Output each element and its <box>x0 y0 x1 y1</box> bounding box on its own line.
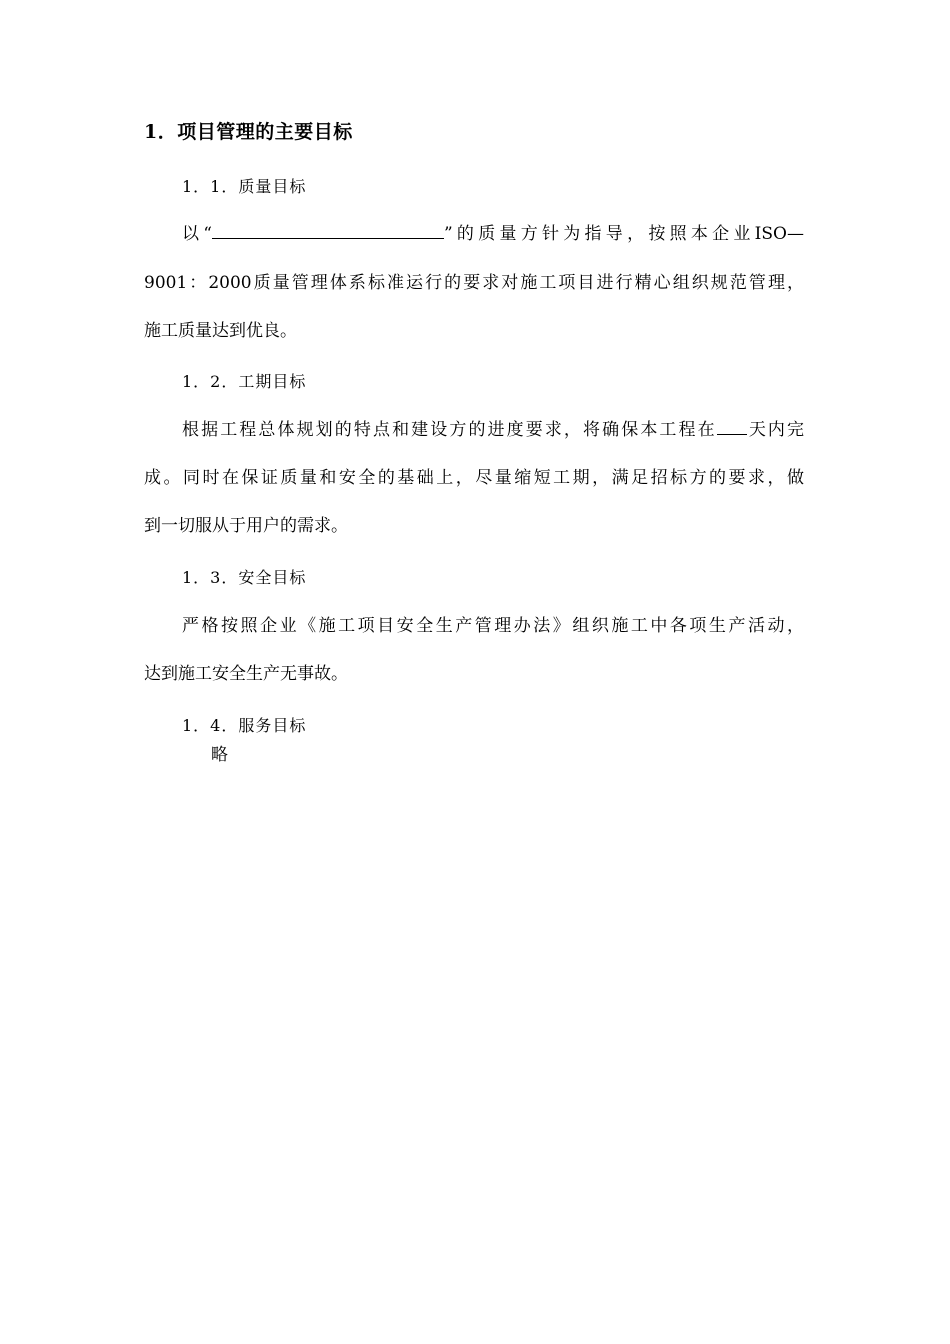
schedule-days-blank <box>717 420 747 435</box>
section-title-schedule: 1．2．工期目标 <box>182 372 307 391</box>
schedule-line-2-text: 成。同时在保证质量和安全的基础上，尽量缩短工期，满足招标方的要求，做 <box>144 468 804 488</box>
schedule-paragraph-line-1 <box>182 415 804 440</box>
schedule-paragraph-line-2 <box>144 463 804 488</box>
page-title: 1．项目管理的主要目标 <box>144 121 353 143</box>
quality-line-1-post: ”的质量方针为指导，按照本企业ISO— <box>443 224 804 244</box>
section-title-quality: 1．1．质量目标 <box>182 177 307 196</box>
quality-paragraph-line-2 <box>144 268 804 293</box>
service-paragraph-text: 略 <box>211 745 228 765</box>
section-title-safety: 1．3．安全目标 <box>182 568 307 587</box>
quality-line-1-pre: 以“ <box>182 224 212 244</box>
schedule-line-1-content <box>182 415 804 440</box>
safety-paragraph-line-2: 达到施工安全生产无事故。 <box>144 664 348 684</box>
safety-paragraph-line-1 <box>182 611 804 636</box>
schedule-line-1-post: 天内完 <box>746 420 805 440</box>
schedule-line-1-pre: 根据工程总体规划的特点和建设方的进度要求，将确保本工程在 <box>182 420 717 440</box>
quality-paragraph-line-3: 施工质量达到优良。 <box>144 321 297 341</box>
safety-line-1-text: 严格按照企业《施工项目安全生产管理办法》组织施工中各项生产活动， <box>182 616 804 636</box>
section-title-service: 1．4．服务目标 <box>182 716 307 735</box>
quality-line-1-content <box>182 219 804 244</box>
quality-policy-blank <box>212 224 444 239</box>
quality-paragraph-line-1 <box>182 219 804 244</box>
quality-line-2-text: 9001：2000质量管理体系标准运行的要求对施工项目进行精心组织规范管理， <box>144 273 804 293</box>
schedule-paragraph-line-3: 到一切服从于用户的需求。 <box>144 516 348 536</box>
